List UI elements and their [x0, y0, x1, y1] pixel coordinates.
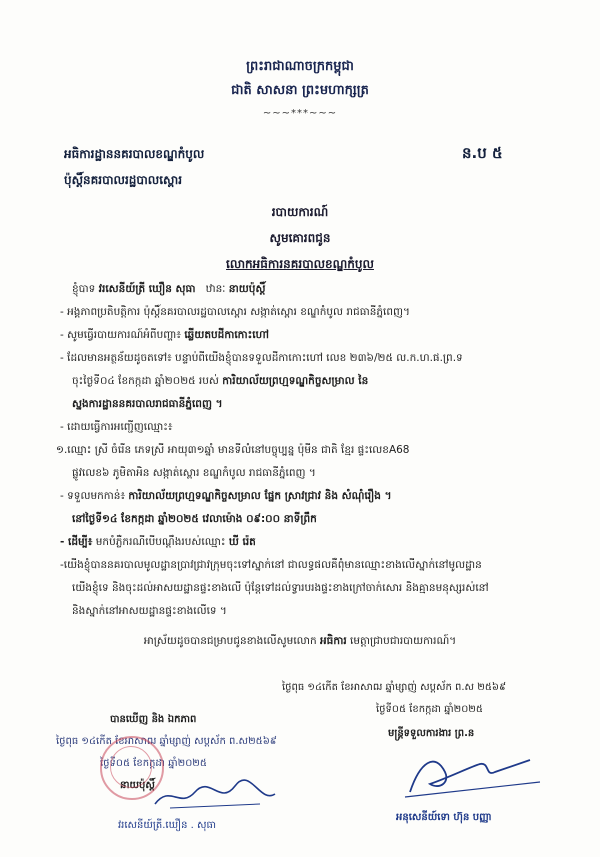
document-number: ន.ប ៥ — [462, 144, 503, 162]
for-line — [60, 536, 256, 551]
for-text: មកបំភ្លឺករណីបើបណ្តឹងរបស់ឈ្មោះ — [95, 536, 226, 548]
unit-line: - អង្គភាពប្រតិបត្តិការ ប៉ុស្តិ៍នគរបាលរដ្ឋបាលស្ពោរ សង្កាត់ស្ពោរ ខណ្ឌកំបូល រាជធានីភ្នំពេញ។ — [60, 306, 410, 318]
reference-police-hq: ស្នងការដ្ឋាននគរបាលរាជធានីភ្នំពេញ ។ — [72, 398, 223, 410]
reporter-line — [72, 283, 265, 298]
report-title: របាយការណ៍ — [271, 205, 329, 219]
closing-bold: អធិការ — [320, 635, 347, 647]
for-prefix: - ដើម្បី៖ — [60, 536, 93, 548]
header-ornament: ~~~***~~~ — [262, 108, 338, 119]
chief-signature — [150, 774, 280, 814]
result-line-3: និងស្នាក់នៅអាសយដ្ឋានផ្ទះខាងលើទេ ។ — [72, 605, 227, 617]
closing-prefix: អាស្រ័យដូចបានជម្រាបជូនខាងលើសូមលោក — [143, 635, 317, 647]
respectfully-line: សូមគោរពជូន — [269, 231, 331, 245]
solar-date-left: ថ្ងៃទី០៥ ខែកក្កដា ឆ្នាំ២០២៥ — [100, 758, 207, 769]
lunar-date-right: ថ្ងៃពុធ ១៤កើត ខែអាសាឍ ឆ្នាំម្សាញ់ សប្តស័ក ព.ស ២៥៦៩ — [282, 682, 507, 693]
reporter-name: វរសេនីយ៍ត្រី ឃឿន សុធា — [98, 283, 196, 295]
reporter-rank-label: ឋានៈ — [205, 283, 226, 295]
for-name: ឃី រ៉េត — [228, 536, 256, 548]
appear-datetime — [72, 513, 317, 528]
left-signer-name: វរសេនីយ៍ត្រី.ឃឿន . សុធា — [118, 820, 217, 831]
kingdom-heading: ព្រះរាជាណាចក្រកម្ពុជា — [246, 59, 354, 74]
purpose-line: - ដោយធ្វើការអញ្ជើញឈ្មោះ៖ — [60, 421, 173, 433]
stamp-inner-ring — [110, 746, 152, 788]
lunar-date-left: ថ្ងៃពុធ ១៤កើត ខែអាសាឍ ឆ្នាំម្សាញ់ សប្តស័ក ព.ស២៥៦៩ — [56, 736, 277, 747]
subject-text: ឆ្លើយតបដីកាកោះហៅ — [184, 329, 269, 341]
sender-office: អធិការដ្ឋាននគរបាលខណ្ឌកំបូល — [64, 147, 205, 161]
subject-line — [60, 329, 269, 344]
reference-office: ការិយាល័យព្រហ្មទណ្ឌកិច្ចសម្រាល នៃ — [222, 375, 369, 387]
reference-line-3 — [72, 398, 223, 413]
right-signer-name: អនុសេនីយ៍ទោ ហ៊ុន បញ្ញា — [396, 812, 492, 823]
appear-office: ការិយាល័យព្រហ្មទណ្ឌកិច្ចសម្រាល ផ្នែក ស្រាវជ្រាវ និង សំណុំរឿង ។ — [128, 490, 392, 502]
appear-datetime-text: នៅថ្ងៃទី១៤ ខែកក្កដា ឆ្នាំ២០២៥ វេលាម៉ោង ០៩:០០ នាទីព្រឹក — [72, 513, 317, 525]
person-line-2: ផ្លូវលេខ៦ ភូមិតាអិន សង្កាត់ស្ពោរ ខណ្ឌកំបូល រាជធានីភ្នំពេញ ។ — [72, 467, 316, 479]
result-line-1: -យើងខ្ញុំបាននគរបាលមូលដ្ឋានប្រាវជ្រាវក្រុមចុះទៅស្នាក់នៅ ជាលទ្ធផលគឺពុំមានឈ្មោះខាងលើស្នាក់នៅមូលដ្ឋាន — [60, 559, 482, 571]
closing-suffix: មេត្តាជ្រាបជារបាយការណ៍។ — [350, 635, 457, 647]
chief-title: នាយប៉ុស្តិ៍ — [120, 780, 155, 791]
seen-approved-label: បានឃើញ និង ឯកភាព — [110, 714, 197, 725]
subject-prefix: - សូមធ្វើរបាយការណ៍អំពីបញ្ហា៖ — [60, 329, 181, 341]
recipient-text: លោកអធិការនគរបាលខណ្ឌកំបូល — [226, 257, 374, 271]
appear-prefix: - ទទួលមកកាន់៖ — [60, 490, 126, 502]
appear-line — [60, 490, 392, 505]
reference-line-1: - ដែលមានអត្ថន័យដូចតទៅ៖ បន្ទាប់ពីយើងខ្ញុំបានទទួលដីកាកោះហៅ លេខ ២៣៦/២៥ ល.ក.ហ.ផ.ព្រ.ទ — [60, 352, 463, 364]
closing-line — [0, 635, 600, 650]
reporter-rank: នាយប៉ុស្តិ៍ — [228, 283, 266, 295]
motto-heading: ជាតិ សាសនា ព្រះមហាក្សត្រ — [231, 83, 369, 98]
reporter-prefix: ខ្ញុំបាទ — [72, 283, 96, 295]
clerk-title: មន្ត្រីទទួលការងារ ព្រ.ន — [388, 728, 475, 739]
reference-date: ចុះថ្ងៃទី០៤ ខែកក្កដា ឆ្នាំ២០២៥ របស់ — [72, 375, 219, 387]
clerk-signature — [400, 742, 550, 802]
recipient-line — [0, 256, 600, 274]
solar-date-right: ថ្ងៃទី០៥ ខែកក្កដា ឆ្នាំ២០២៥ — [376, 704, 483, 715]
sender-post: ប៉ុស្តិ៍នគរបាលរដ្ឋបាលស្ពោរ — [64, 173, 183, 187]
result-line-2: យើងខ្ញុំទេ និងចុះដល់អាសយដ្ឋានផ្ទះខាងលើ ប៉ុន្តែទៅដល់ទ្វារបរងផ្ទះខាងក្រៅចាក់សោរ និងគ្មានមនុស្សរស់នៅ — [72, 582, 489, 594]
person-line-1: ១.ឈ្មោះ ស្រី ចំរើន ភេទស្រី អាយុ៣១ឆ្នាំ មានទីលំនៅបច្ចុប្បន្ន ប៉ុមីន ជាតិ ខ្មែរ ផ្ទះលេខA68 — [56, 444, 410, 456]
reference-line-2 — [72, 375, 368, 390]
